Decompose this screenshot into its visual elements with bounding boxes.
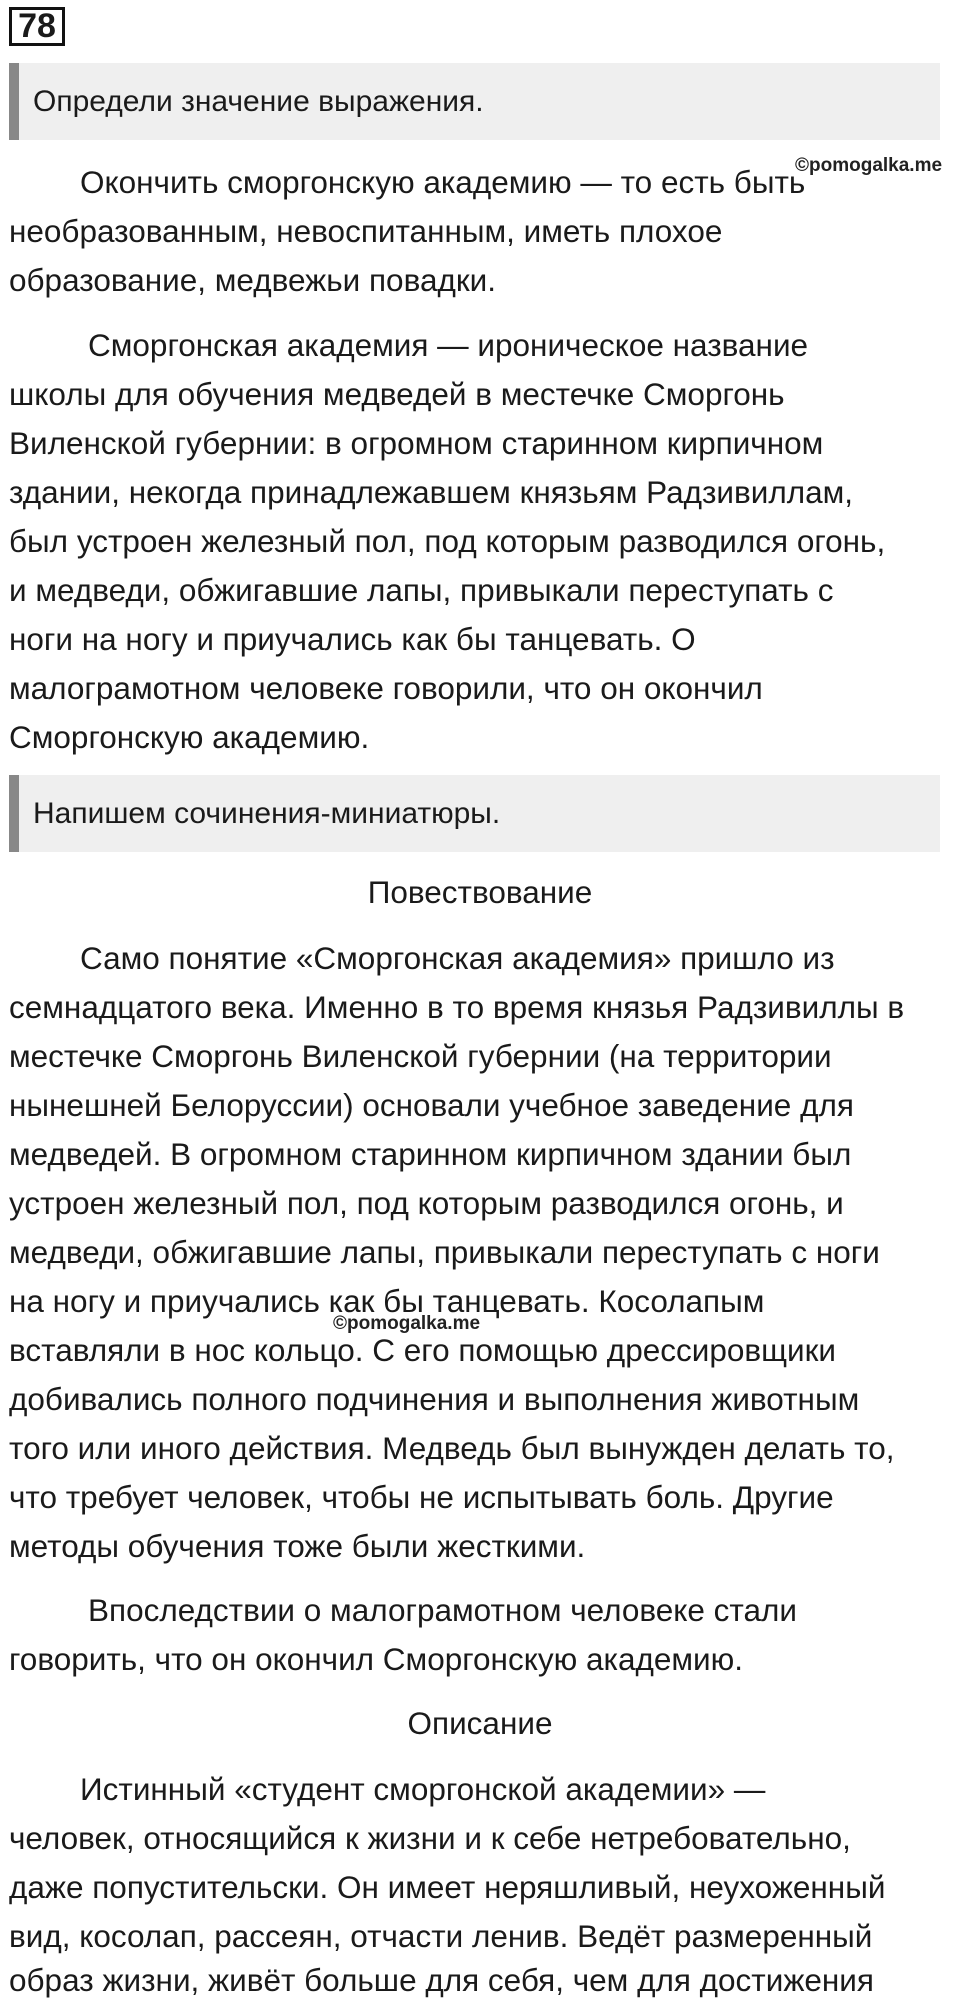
watermark-top: ©pomogalka.me	[795, 155, 943, 176]
para5-line: образ жизни, живёт больше для себя, чем для достижения	[9, 1962, 874, 1998]
para3-line: что требует человек, чтобы не испытывать боль. Другие	[9, 1479, 834, 1515]
para2-line: здании, некогда принадлежавшем князьям Радзивиллам,	[9, 474, 854, 510]
para3-line: семнадцатого века. Именно в то время князья Радзивиллы в	[9, 989, 905, 1025]
para3-line: медведей. В огромном старинном кирпичном здании был	[9, 1136, 852, 1172]
para2-line: Сморгонскую академию.	[9, 719, 370, 755]
para1-line: необразованным, невоспитанным, иметь плохое	[9, 213, 723, 249]
para1-line: образование, медвежьи повадки.	[9, 262, 496, 298]
para5-line: Истинный «студент сморгонской академии» —	[80, 1771, 766, 1807]
para3-line: медведи, обжигавшие лапы, привыкали переступать с ноги	[9, 1234, 880, 1270]
para2-line: и медведи, обжигавшие лапы, привыкали переступать с	[9, 572, 834, 608]
para3-line: вставляли в нос кольцо. С его помощью дрессировщики	[9, 1332, 836, 1368]
para2-line: ноги на ногу и приучались как бы танцевать. О	[9, 621, 696, 657]
para5-line: человек, относящийся к жизни и к себе нетребовательно,	[9, 1820, 851, 1856]
para2-line: Виленской губернии: в огромном старинном кирпичном	[9, 425, 824, 461]
para2-line: малограмотном человеке говорили, что он окончил	[9, 670, 763, 706]
para3-line: местечке Сморгонь Виленской губернии (на территории	[9, 1038, 832, 1074]
para2-line: был устроен железный пол, под которым разводился огонь,	[9, 523, 886, 559]
para1-line: Окончить сморгонскую академию — то есть быть	[80, 164, 806, 200]
para3-line: методы обучения тоже были жесткими.	[9, 1528, 586, 1564]
para2-line: Сморгонская академия — ироническое название	[88, 327, 809, 363]
watermark-middle: ©pomogalka.me	[333, 1313, 481, 1334]
para3-line: того или иного действия. Медведь был вынужден делать то,	[9, 1430, 895, 1466]
task-instruction-2: Напишем сочинения-миниатюры.	[9, 775, 940, 852]
para4-line: Впоследствии о малограмотном человеке стали	[88, 1592, 797, 1628]
task-number-badge: 78	[9, 7, 65, 46]
para3-line: добивались полного подчинения и выполнения животным	[9, 1381, 860, 1417]
para3-line: нынешней Белоруссии) основали учебное заведение для	[9, 1087, 854, 1123]
heading-narration: Повествование	[367, 874, 593, 910]
para4-line: говорить, что он окончил Сморгонскую академию.	[9, 1641, 744, 1677]
heading-description: Описание	[407, 1705, 553, 1741]
para3-line: Само понятие «Сморгонская академия» пришло из	[80, 940, 835, 976]
task-instruction-1: Определи значение выражения.	[9, 63, 940, 140]
para5-line: вид, косолап, рассеян, отчасти ленив. Ведёт размеренный	[9, 1918, 873, 1954]
para3-line: устроен железный пол, под которым разводился огонь, и	[9, 1185, 844, 1221]
para5-line: даже попустительски. Он имеет неряшливый, неухоженный	[9, 1869, 886, 1905]
para2-line: школы для обучения медведей в местечке Сморгонь	[9, 376, 785, 412]
para3-line: на ногу и приучались как бы танцевать. Косолапым	[9, 1283, 765, 1319]
